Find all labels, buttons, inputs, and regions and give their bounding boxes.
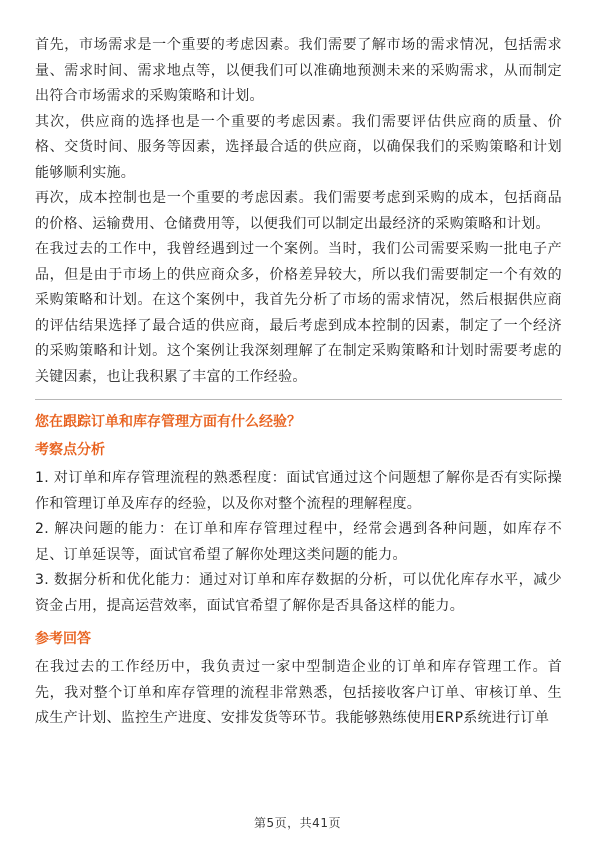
reference-heading: 参考回答 bbox=[35, 631, 91, 647]
interview-question: 您在跟踪订单和库存管理方面有什么经验？ bbox=[35, 414, 301, 430]
intro-paragraph-2: 其次，供应商的选择也是一个重要的考虑因素。我们需要评估供应商的质量、价格、交货时间、服务等因素，选择最合适的供应商，以确保我们的采购策略和计划能够顺利实施。 bbox=[35, 113, 562, 181]
analysis-heading: 考察点分析 bbox=[35, 442, 105, 458]
analysis-item-3: 3. 数据分析和优化能力：通过对订单和库存数据的分析，可以优化库存水平，减少资金占用，提高运营效率，面试官希望了解你是否具备这样的能力。 bbox=[35, 572, 562, 614]
page-content bbox=[35, 33, 562, 732]
intro-paragraph-4: 在我过去的工作中，我曾经遇到过一个案例。当时，我们公司需要采购一批电子产品，但是由于市场上的供应商众多，价格差异较大，所以我们需要制定一个有效的采购策略和计划。在这个案例中，我首先分析了市场的需求情况，然后根据供应商的评估结果选择了最合适的供应商，最后考虑到成本控制的因素，制定了一个经济的采购策略和计划。这个案例让我深刻理解了在制定采购策略和计划时需要考虑的关键因素，也让我积累了丰富的工作经验。 bbox=[35, 241, 562, 385]
intro-paragraph-1: 首先，市场需求是一个重要的考虑因素。我们需要了解市场的需求情况，包括需求量、需求时间、需求地点等，以便我们可以准确地预测未来的采购需求，从而制定出符合市场需求的采购策略和计划。 bbox=[35, 37, 562, 104]
intro-paragraph-3: 再次，成本控制也是一个重要的考虑因素。我们需要考虑到采购的成本，包括商品的价格、运输费用、仓储费用等，以便我们可以制定出最经济的采购策略和计划。 bbox=[35, 190, 562, 232]
analysis-item-1: 1. 对订单和库存管理流程的熟悉程度：面试官通过这个问题想了解你是否有实际操作和管理订单及库存的经验，以及你对整个流程的理解程度。 bbox=[35, 470, 562, 512]
section-divider bbox=[35, 399, 562, 400]
page-number: 第5页，共41页 bbox=[254, 816, 341, 830]
reference-answer: 在我过去的工作经历中，我负责过一家中型制造企业的订单和库存管理工作。首先，我对整个订单和库存管理的流程非常熟悉，包括接收客户订单、审核订单、生成生产计划、监控生产进度、安排发货等环节。我能够熟练使用ERP系统进行订单 bbox=[35, 659, 562, 726]
analysis-item-2: 2. 解决问题的能力：在订单和库存管理过程中，经常会遇到各种问题，如库存不足、订单延误等，面试官希望了解你处理这类问题的能力。 bbox=[35, 521, 562, 563]
